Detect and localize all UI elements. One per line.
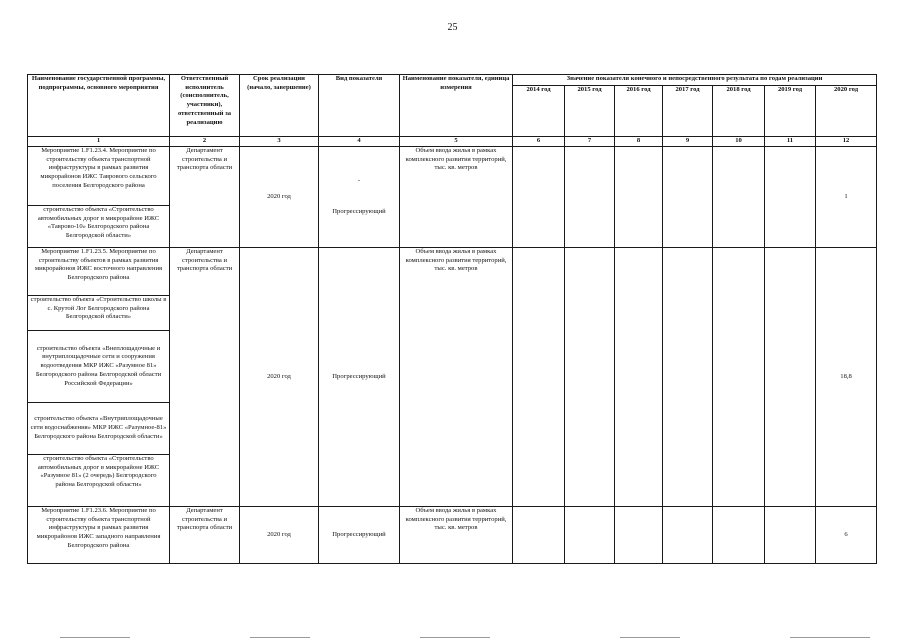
header-indicator-name: Наименование показателя, единица измерения (400, 75, 513, 137)
header-year: 2017 год (663, 86, 713, 137)
column-number: 9 (663, 137, 713, 147)
value-cell (713, 147, 765, 248)
column-number: 3 (240, 137, 319, 147)
item-name: Мероприятие 1.F1.23.6. Мероприятие по строительству объекта транспортной инфраструктуры в рамках развития микрорайонов ИЖС западного направления Белгородского района (28, 507, 170, 564)
item-name: строительство объекта «Строительство школы в с. Крутой Лог Белгородского района Белгородской области» (28, 296, 170, 331)
responsible-cell: Департамент строительства и транспорта области (170, 147, 240, 248)
header-year: 2015 год (565, 86, 615, 137)
value-cell (663, 147, 713, 248)
term-cell: 2020 год (240, 507, 319, 564)
indicator-type-cell: Прогрессирующий (319, 248, 400, 507)
header-term: Срок реализации (начало, завершение) (240, 75, 319, 137)
indicators-table (27, 74, 877, 564)
scan-edge-line (620, 637, 680, 638)
page-number: 25 (447, 22, 458, 33)
table-row (28, 147, 877, 206)
value-cell (765, 147, 816, 248)
value-cell (765, 507, 816, 564)
value-cell (565, 147, 615, 248)
header-indicator-type: Вид показателя (319, 75, 400, 137)
indicator-type-dash: - (357, 177, 361, 185)
item-name: Мероприятие 1.F1.23.5. Мероприятие по строительству объектов в рамках развития микрорайонов ИЖС восточного направления Белгородского района (28, 248, 170, 296)
value-cell (615, 147, 663, 248)
term-cell: 2020 год (240, 248, 319, 507)
value-cell (615, 507, 663, 564)
column-number: 2 (170, 137, 240, 147)
header-year: 2019 год (765, 86, 816, 137)
value-cell (713, 507, 765, 564)
indicator-cell: Объем ввода жилья в рамках комплексного развития территорий, тыс. кв. метров (400, 248, 513, 507)
value-cell (663, 248, 713, 507)
column-number: 10 (713, 137, 765, 147)
indicator-cell: Объем ввода жилья в рамках комплексного развития территорий, тыс. кв. метров (400, 507, 513, 564)
value-cell (765, 248, 816, 507)
indicator-type-text: Прогрессирующий (332, 208, 386, 215)
item-name: строительство объекта «Внутриплощадочные сети водоснабжения» МКР ИЖС «Разумное-81» Белгородского района Белгородской области» (28, 403, 170, 455)
column-number: 5 (400, 137, 513, 147)
table-row (28, 248, 877, 296)
scan-edge-line (60, 637, 130, 638)
column-number: 1 (28, 137, 170, 147)
item-name: строительство объекта «Строительство автомобильных дорог в микрорайоне ИЖС «Таврово-10» Белгородского района Белгородской области» (28, 206, 170, 248)
indicator-cell: Объем ввода жилья в рамках комплексного развития территорий, тыс. кв. метров (400, 147, 513, 248)
column-number: 11 (765, 137, 816, 147)
header-year: 2016 год (615, 86, 663, 137)
scan-edge-line (420, 637, 490, 638)
responsible-cell: Департамент строительства и транспорта области (170, 248, 240, 507)
column-number: 4 (319, 137, 400, 147)
value-cell (565, 248, 615, 507)
table-row (28, 507, 877, 564)
indicator-type-cell (319, 147, 400, 248)
item-name: строительство объекта «Строительство автомобильных дорог в микрорайоне ИЖС «Разумное 81» (2 очередь) Белгородского района Белгородской области» (28, 455, 170, 507)
header-year: 2018 год (713, 86, 765, 137)
value-cell (513, 147, 565, 248)
column-number: 7 (565, 137, 615, 147)
header-year: 2014 год (513, 86, 565, 137)
responsible-cell: Департамент строительства и транспорта области (170, 507, 240, 564)
header-name: Наименование государственной программы, подпрограммы, основного мероприятия (28, 75, 170, 137)
value-cell-2020: 18,8 (816, 248, 877, 507)
column-number: 8 (615, 137, 663, 147)
header-values-group: Значение показателя конечного и непосредственного результата по годам реализации (513, 75, 877, 86)
header-year: 2020 год (816, 86, 877, 137)
column-number: 12 (816, 137, 877, 147)
item-name: Мероприятие 1.F1.23.4. Мероприятие по строительству объекта транспортной инфраструктуры в рамках развития микрорайонов ИЖС Таврового сельского поселения Белгородского района (28, 147, 170, 206)
scan-edge-line (250, 637, 310, 638)
value-cell (565, 507, 615, 564)
value-cell-2020: 6 (816, 507, 877, 564)
value-cell (663, 507, 713, 564)
header-responsible: Ответственный исполнитель (соисполнитель, участники), ответственный за реализацию (170, 75, 240, 137)
value-cell (615, 248, 663, 507)
column-number: 6 (513, 137, 565, 147)
term-cell: 2020 год (240, 147, 319, 248)
item-name: строительство объекта «Внеплощадочные и внутриплощадочные сети и сооружения водоотведения МКР ИЖС «Разумное 81» Белгородского района Белгородской области Российской Федерации» (28, 331, 170, 403)
scan-edge-line (790, 637, 870, 638)
indicator-type-cell: Прогрессирующий (319, 507, 400, 564)
value-cell-2020: 1 (816, 147, 877, 248)
value-cell (513, 248, 565, 507)
value-cell (713, 248, 765, 507)
value-cell (513, 507, 565, 564)
